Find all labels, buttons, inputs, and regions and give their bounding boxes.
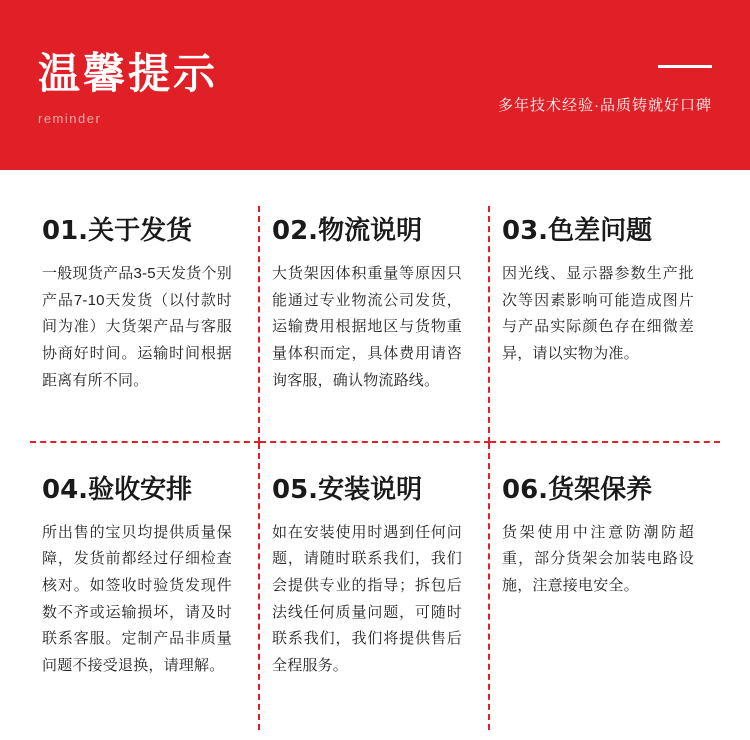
note-heading-06: 货架保养 bbox=[548, 473, 653, 504]
banner-left-group bbox=[38, 44, 218, 125]
note-number-06: 06. bbox=[502, 474, 549, 505]
notes-grid bbox=[0, 170, 750, 740]
note-card-01 bbox=[30, 206, 260, 443]
note-heading-04: 验收安排 bbox=[88, 473, 193, 504]
note-title-01 bbox=[42, 210, 232, 247]
note-number-04: 04. bbox=[42, 474, 89, 505]
banner-right-group bbox=[498, 55, 712, 115]
note-card-04 bbox=[30, 443, 260, 730]
note-body-06: 货架使用中注意防潮防超重，部分货架会加装电路设施，注意接电安全。 bbox=[502, 523, 694, 595]
note-body-05: 如在安装使用时遇到任何问题，请随时联系我们，我们会提供专业的指导；拆包后法线任何质量问题，可随时联系我们，我们将提供售后全程服务。 bbox=[272, 523, 462, 675]
note-heading-03: 色差问题 bbox=[548, 215, 653, 245]
banner-slogan: 多年技术经验·品质铸就好口碑 bbox=[498, 97, 712, 114]
page-title: 温馨提示 bbox=[38, 50, 219, 98]
note-title-04 bbox=[42, 469, 232, 506]
note-heading-05: 安装说明 bbox=[318, 473, 423, 504]
note-body-04: 所出售的宝贝均提供质量保障，发货前都经过仔细检查核对。如签收时验货发现件数不齐或运输损坏，请及时联系客服。定制产品非质量问题不接受退换，请理解。 bbox=[42, 523, 232, 675]
note-number-02: 02. bbox=[272, 216, 319, 246]
note-title-03 bbox=[502, 210, 694, 247]
note-number-01: 01. bbox=[42, 216, 89, 246]
note-body-01: 一般现货产品3-5天发货个别产品7-10天发货（以付款时间为准）大货架产品与客服协商好时间。运输时间根据距离有所不同。 bbox=[42, 265, 232, 389]
note-body-03: 因光线、显示器参数生产批次等因素影响可能造成图片与产品实际颜色存在细微差异，请以实物为准。 bbox=[502, 265, 694, 363]
note-number-03: 03. bbox=[502, 216, 549, 246]
note-card-06 bbox=[490, 443, 720, 730]
header-banner bbox=[0, 0, 750, 170]
note-card-03 bbox=[490, 206, 720, 443]
note-title-06 bbox=[502, 469, 694, 506]
note-card-02 bbox=[260, 206, 490, 443]
note-heading-01: 关于发货 bbox=[88, 215, 193, 245]
note-heading-02: 物流说明 bbox=[318, 215, 423, 245]
note-title-02 bbox=[272, 210, 462, 247]
page-subtitle: reminder bbox=[38, 110, 102, 126]
divider-line bbox=[658, 65, 712, 68]
note-number-05: 05. bbox=[272, 474, 319, 505]
note-card-05 bbox=[260, 443, 490, 730]
note-title-05 bbox=[272, 469, 462, 506]
note-body-02: 大货架因体积重量等原因只能通过专业物流公司发货，运输费用根据地区与货物重量体积而定，具体费用请咨询客服，确认物流路线。 bbox=[272, 265, 462, 389]
